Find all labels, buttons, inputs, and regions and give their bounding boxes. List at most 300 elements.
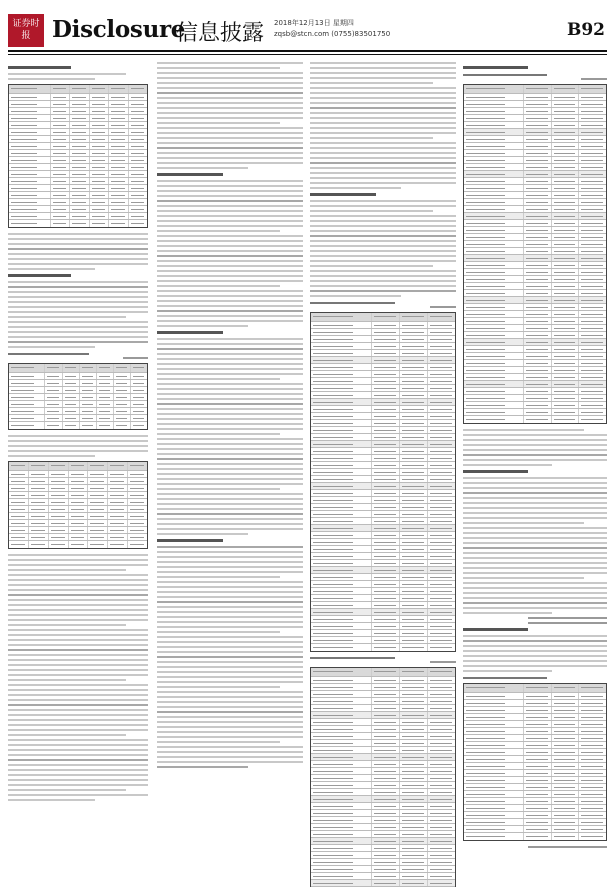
text-line: [8, 734, 126, 736]
table-cell: [400, 427, 428, 433]
table-cell: [109, 185, 128, 191]
table-cell: [552, 798, 580, 804]
table-cell: [97, 380, 114, 386]
table-cell: [524, 332, 552, 338]
text-line: [463, 497, 607, 499]
table-row: [311, 719, 455, 726]
text-line: [157, 358, 303, 360]
text-line: [157, 265, 303, 267]
table-row: [464, 367, 606, 374]
table-cell: [524, 129, 552, 135]
table-row: [9, 520, 147, 527]
text-line: [8, 694, 148, 696]
table-cell: [80, 387, 97, 393]
table-cell: [90, 129, 109, 135]
table-cell: [579, 367, 606, 373]
table-cell: [129, 94, 147, 100]
table-cell: [311, 637, 372, 643]
text-line: [8, 584, 148, 586]
text-line: [157, 751, 303, 753]
table-cell: [400, 668, 428, 676]
table-row: [9, 373, 147, 380]
table-cell: [29, 534, 49, 540]
text-line: [157, 483, 303, 485]
table-cell: [428, 322, 455, 328]
table-cell: [524, 728, 552, 734]
text-line: [157, 77, 303, 79]
table-cell: [129, 220, 147, 227]
table-cell: [428, 873, 455, 879]
table-cell: [579, 85, 606, 93]
table-row: [311, 768, 455, 775]
table-cell: [311, 313, 372, 321]
table-cell: [579, 756, 606, 762]
table-cell: [428, 483, 455, 489]
text-line: [8, 599, 148, 601]
text-line: [157, 498, 303, 500]
table-row: [9, 527, 147, 534]
text-line: [463, 577, 584, 579]
text-line: [8, 784, 148, 786]
table-cell: [524, 157, 552, 163]
table-cell: [464, 742, 524, 748]
table-cell: [400, 560, 428, 566]
text-line: [463, 542, 607, 544]
text-line: [157, 97, 303, 99]
text-line: [8, 709, 148, 711]
table-cell: [311, 343, 372, 349]
text-line: [157, 147, 303, 149]
table-cell: [129, 101, 147, 107]
text-line: [310, 290, 456, 292]
table-cell: [70, 220, 89, 227]
table-cell: [579, 150, 606, 156]
text-line: [310, 295, 401, 297]
table-cell: [63, 422, 80, 429]
table-cell: [70, 115, 89, 121]
text-line: [463, 650, 607, 652]
text-line: [157, 200, 303, 202]
table-row: [464, 262, 606, 269]
table-cell: [372, 497, 400, 503]
text-line: [310, 167, 456, 169]
table-cell: [80, 373, 97, 379]
table-cell: [400, 385, 428, 391]
table-cell: [552, 700, 580, 706]
table-cell: [109, 122, 128, 128]
table-cell: [311, 602, 372, 608]
table-row: [464, 693, 606, 700]
table-cell: [109, 192, 128, 198]
table-cell: [9, 387, 45, 393]
text-line: [463, 665, 607, 667]
text-line: [157, 761, 303, 763]
table-row: [9, 415, 147, 422]
text-line: [157, 295, 303, 297]
table-cell: [428, 644, 455, 651]
text-line: [157, 112, 303, 114]
text-line: [8, 644, 148, 646]
text-line: [8, 799, 95, 801]
table-cell: [129, 129, 147, 135]
table-cell: [400, 726, 428, 732]
table-cell: [311, 525, 372, 531]
table-cell: [90, 171, 109, 177]
table-row: [311, 504, 455, 511]
table-cell: [311, 719, 372, 725]
table-cell: [51, 164, 70, 170]
table-cell: [428, 392, 455, 398]
table-cell: [400, 873, 428, 879]
table-cell: [311, 747, 372, 753]
table-row: [464, 721, 606, 728]
table-cell: [372, 511, 400, 517]
data-table: [463, 84, 607, 424]
text-line: [157, 533, 248, 535]
table-cell: [70, 157, 89, 163]
table-cell: [80, 380, 97, 386]
table-cell: [400, 775, 428, 781]
text-line: [8, 654, 148, 656]
table-cell: [49, 462, 69, 470]
table-row: [9, 206, 147, 213]
table-cell: [131, 373, 147, 379]
table-cell: [400, 719, 428, 725]
text-line: [157, 122, 280, 124]
table-cell: [372, 616, 400, 622]
table-row: [9, 94, 147, 101]
table-cell: [97, 401, 114, 407]
text-line: [463, 602, 607, 604]
table-cell: [552, 248, 580, 254]
table-cell: [552, 143, 580, 149]
table-cell: [90, 108, 109, 114]
table-row: [464, 311, 606, 318]
table-cell: [108, 462, 128, 470]
table-header-row: [9, 85, 147, 94]
text-line: [157, 666, 303, 668]
table-cell: [428, 385, 455, 391]
table-cell: [552, 241, 580, 247]
text-line: [8, 569, 126, 571]
table-cell: [464, 318, 524, 324]
table-cell: [114, 387, 131, 393]
table-cell: [428, 747, 455, 753]
table-cell: [372, 609, 400, 615]
table-cell: [428, 504, 455, 510]
table-cell: [51, 220, 70, 227]
table-cell: [372, 768, 400, 774]
table-cell: [372, 726, 400, 732]
table-cell: [49, 520, 69, 526]
text-line: [8, 579, 148, 581]
table-cell: [69, 462, 89, 470]
table-cell: [464, 171, 524, 177]
table-row: [9, 401, 147, 408]
table-cell: [372, 455, 400, 461]
table-cell: [524, 136, 552, 142]
table-row: [311, 420, 455, 427]
table-cell: [464, 262, 524, 268]
table-cell: [9, 513, 29, 519]
table-cell: [428, 602, 455, 608]
table-cell: [108, 520, 128, 526]
table-cell: [464, 374, 524, 380]
table-cell: [524, 388, 552, 394]
table-caption: [310, 302, 395, 304]
table-row: [9, 408, 147, 415]
table-cell: [552, 339, 580, 345]
text-line: [157, 443, 303, 445]
table-cell: [552, 227, 580, 233]
table-cell: [428, 350, 455, 356]
text-line: [157, 152, 303, 154]
text-line: [8, 321, 148, 323]
table-cell: [311, 824, 372, 830]
table-cell: [428, 852, 455, 858]
table-cell: [311, 469, 372, 475]
table-cell: [400, 483, 428, 489]
table-row: [464, 749, 606, 756]
table-cell: [552, 269, 580, 275]
table-cell: [400, 698, 428, 704]
table-cell: [552, 185, 580, 191]
table-cell: [90, 122, 109, 128]
table-cell: [109, 157, 128, 163]
table-cell: [579, 325, 606, 331]
section-heading: [310, 193, 376, 196]
table-cell: [579, 749, 606, 755]
table-cell: [114, 380, 131, 386]
text-line: [157, 215, 303, 217]
text-line: [157, 458, 303, 460]
table-row: [464, 171, 606, 178]
newspaper-logo: [8, 14, 44, 47]
table-cell: [80, 422, 97, 429]
table-cell: [372, 668, 400, 676]
table-cell: [579, 693, 606, 699]
table-cell: [372, 880, 400, 886]
issue-date: 2018年12月13日 星期四: [274, 19, 354, 27]
table-cell: [129, 199, 147, 205]
table-cell: [63, 408, 80, 414]
text-block: [463, 477, 607, 614]
column-1: [8, 62, 148, 804]
table-cell: [311, 378, 372, 384]
table-cell: [524, 700, 552, 706]
table-cell: [128, 499, 147, 505]
table-cell: [90, 206, 109, 212]
table-row: [464, 360, 606, 367]
table-cell: [579, 101, 606, 107]
table-cell: [108, 534, 128, 540]
table-cell: [372, 378, 400, 384]
table-cell: [109, 178, 128, 184]
table-row: [464, 742, 606, 749]
table-row: [311, 866, 455, 873]
text-line: [8, 744, 148, 746]
table-cell: [372, 546, 400, 552]
table-cell: [524, 402, 552, 408]
table-cell: [428, 588, 455, 594]
table-cell: [45, 408, 62, 414]
text-line: [157, 280, 303, 282]
table-cell: [400, 322, 428, 328]
table-cell: [70, 199, 89, 205]
table-cell: [464, 325, 524, 331]
table-cell: [311, 427, 372, 433]
text-line: [157, 255, 303, 257]
table-cell: [88, 499, 108, 505]
table-row: [9, 115, 147, 122]
table-cell: [428, 532, 455, 538]
table-cell: [552, 735, 580, 741]
table-cell: [524, 791, 552, 797]
table-cell: [311, 567, 372, 573]
text-line: [8, 306, 148, 308]
table-cell: [464, 381, 524, 387]
table-cell: [372, 824, 400, 830]
table-cell: [90, 178, 109, 184]
table-cell: [45, 401, 62, 407]
table-cell: [524, 255, 552, 261]
text-line: [8, 664, 148, 666]
table-row: [9, 192, 147, 199]
table-cell: [311, 644, 372, 651]
text-line: [8, 774, 148, 776]
table-cell: [524, 325, 552, 331]
table-cell: [108, 485, 128, 491]
table-header-row: [311, 313, 455, 322]
table-cell: [372, 803, 400, 809]
text-line: [157, 388, 303, 390]
table-row: [311, 873, 455, 880]
table-cell: [9, 108, 51, 114]
text-line: [463, 582, 607, 584]
table-cell: [51, 171, 70, 177]
table-cell: [372, 705, 400, 711]
text-line: [310, 157, 456, 159]
table-cell: [49, 506, 69, 512]
table-cell: [579, 129, 606, 135]
table-cell: [90, 185, 109, 191]
data-table: [310, 312, 456, 652]
table-cell: [579, 360, 606, 366]
table-cell: [464, 157, 524, 163]
table-cell: [579, 833, 606, 840]
table-header-row: [9, 462, 147, 471]
table-cell: [372, 623, 400, 629]
text-line: [8, 336, 148, 338]
table-cell: [428, 567, 455, 573]
table-cell: [51, 136, 70, 142]
table-cell: [70, 206, 89, 212]
table-cell: [372, 747, 400, 753]
table-cell: [109, 101, 128, 107]
text-line: [463, 527, 607, 529]
table-cell: [311, 733, 372, 739]
table-cell: [552, 826, 580, 832]
table-cell: [129, 122, 147, 128]
table-cell: [464, 763, 524, 769]
table-cell: [90, 101, 109, 107]
section-heading: [157, 173, 223, 176]
text-line: [463, 645, 607, 647]
text-line: [310, 182, 456, 184]
table-cell: [372, 831, 400, 837]
table-cell: [579, 721, 606, 727]
table-cell: [311, 810, 372, 816]
table-cell: [464, 122, 524, 128]
table-row: [311, 560, 455, 567]
table-cell: [400, 595, 428, 601]
table-cell: [464, 819, 524, 825]
table-cell: [109, 115, 128, 121]
text-line: [8, 769, 148, 771]
text-line: [310, 162, 456, 164]
table-cell: [400, 392, 428, 398]
table-cell: [372, 406, 400, 412]
table-cell: [524, 178, 552, 184]
table-cell: [69, 492, 89, 498]
text-line: [157, 611, 303, 613]
text-line: [157, 448, 303, 450]
table-cell: [109, 220, 128, 227]
table-cell: [311, 364, 372, 370]
table-cell: [524, 311, 552, 317]
table-cell: [464, 164, 524, 170]
table-cell: [372, 322, 400, 328]
table-cell: [428, 518, 455, 524]
text-line: [8, 291, 148, 293]
table-cell: [311, 768, 372, 774]
table-row: [311, 392, 455, 399]
table-row: [311, 803, 455, 810]
table-cell: [109, 129, 128, 135]
table-row: [9, 380, 147, 387]
table-cell: [579, 791, 606, 797]
table-cell: [552, 101, 580, 107]
table-cell: [464, 192, 524, 198]
table-cell: [464, 94, 524, 100]
table-cell: [29, 485, 49, 491]
table-row: [464, 339, 606, 346]
masthead: [8, 8, 607, 52]
text-line: [157, 601, 303, 603]
table-unit-note: [430, 661, 456, 663]
text-line: [157, 621, 303, 623]
text-line: [157, 92, 303, 94]
table-cell: [579, 290, 606, 296]
table-cell: [372, 761, 400, 767]
text-line: [310, 122, 456, 124]
table-cell: [428, 684, 455, 690]
table-cell: [311, 336, 372, 342]
table-row: [311, 427, 455, 434]
table-cell: [311, 761, 372, 767]
table-cell: [428, 357, 455, 363]
text-line: [8, 574, 148, 576]
text-block: [8, 73, 148, 80]
table-cell: [552, 833, 580, 840]
table-cell: [51, 206, 70, 212]
text-line: [463, 502, 607, 504]
table-cell: [311, 476, 372, 482]
table-cell: [552, 290, 580, 296]
signature-line: [528, 846, 607, 848]
text-line: [8, 764, 148, 766]
table-cell: [428, 399, 455, 405]
